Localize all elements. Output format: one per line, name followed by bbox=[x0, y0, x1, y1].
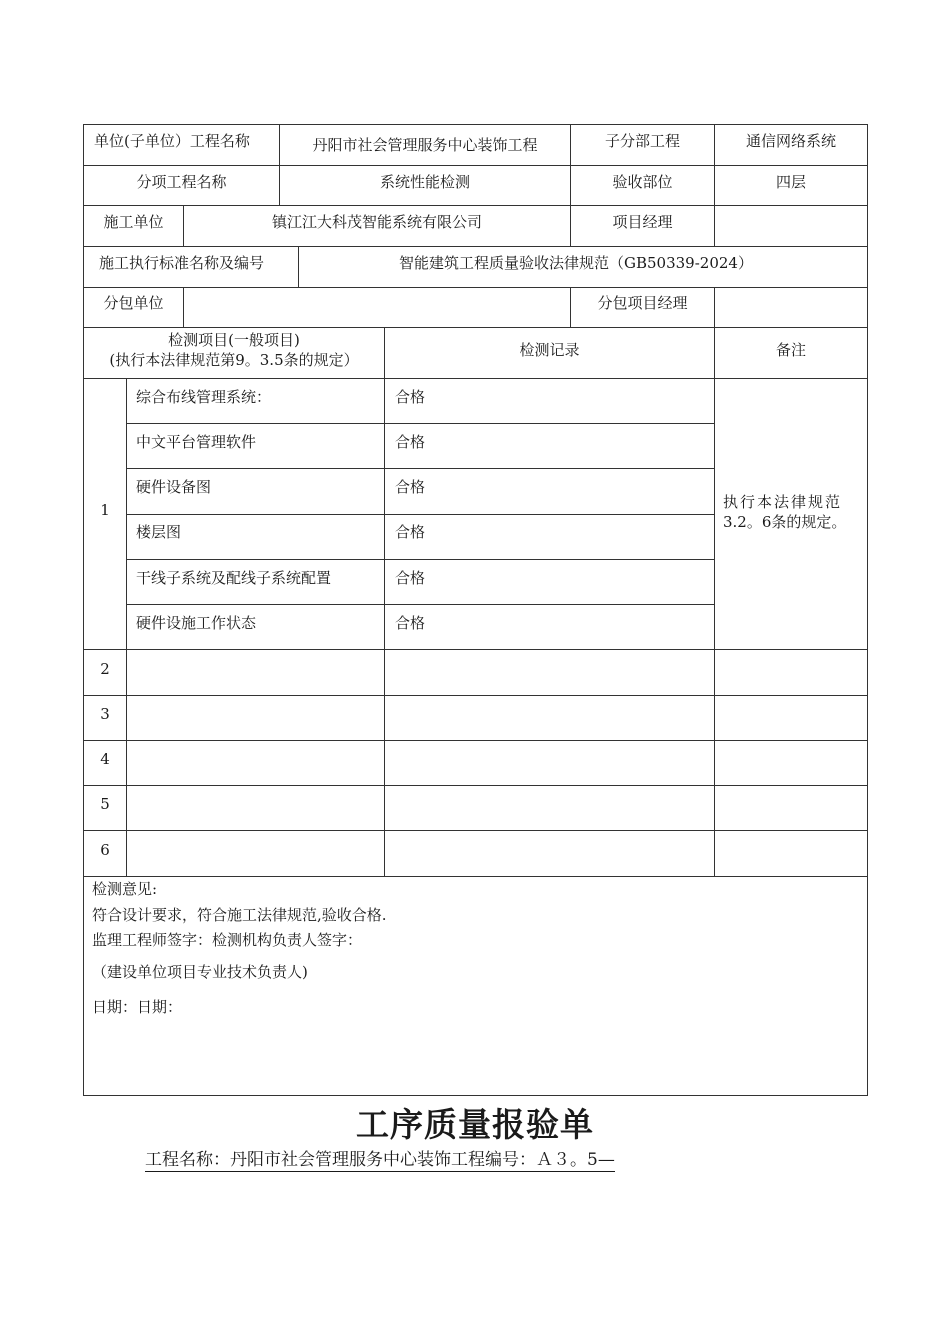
item-name-value: 系统性能检测 bbox=[379, 173, 470, 191]
row-number: 4 bbox=[100, 750, 110, 768]
sub-pm-label: 分包项目经理 bbox=[597, 294, 688, 312]
contractor-value: 镇江江大科茂智能系统有限公司 bbox=[271, 213, 482, 231]
owner-line: （建设单位项目专业技术负责人) bbox=[92, 963, 308, 981]
acceptance-part-value: 四层 bbox=[775, 173, 806, 191]
project-name-value: 丹阳市社会管理服务中心装饰工程 bbox=[312, 136, 538, 154]
opinion-text: 符合设计要求，符合施工法律规范,验收合格. bbox=[92, 906, 387, 924]
item-name: 干线子系统及配线子系统配置 bbox=[136, 569, 332, 587]
item-name: 硬件设施工作状态 bbox=[136, 614, 257, 632]
column-item-line1: 检测项目(一般项目) bbox=[168, 331, 300, 349]
opinion-label: 检测意见: bbox=[92, 880, 158, 898]
group1-remark bbox=[723, 492, 863, 533]
standard-value: 智能建筑工程质量验收法律规范（GB50339-2024） bbox=[399, 254, 753, 272]
contractor-label: 施工单位 bbox=[103, 213, 164, 231]
item-result: 合格 bbox=[395, 433, 426, 451]
project-name-label: 单位(子单位）工程名称 bbox=[94, 132, 250, 150]
row-number: 2 bbox=[100, 660, 110, 678]
item-result: 合格 bbox=[395, 388, 426, 406]
item-result: 合格 bbox=[395, 523, 426, 541]
item-name: 楼层图 bbox=[136, 523, 182, 541]
sub-division-label: 子分部工程 bbox=[604, 132, 680, 150]
dates-line: 日期：日期： bbox=[92, 998, 183, 1016]
subcontractor-label: 分包单位 bbox=[103, 294, 164, 312]
column-record-heading: 检测记录 bbox=[519, 341, 580, 359]
item-result: 合格 bbox=[395, 614, 426, 632]
signature-line: 监理工程师签字：检测机构负责人签字： bbox=[92, 931, 363, 949]
standard-label: 施工执行标准名称及编号 bbox=[99, 254, 265, 272]
item-name-label: 分项工程名称 bbox=[136, 173, 227, 191]
remark-line2: 3.2。6条的规定。 bbox=[723, 513, 847, 532]
acceptance-part-label: 验收部位 bbox=[612, 173, 673, 191]
item-name: 中文平台管理软件 bbox=[136, 433, 257, 451]
project-line: 工程名称：丹阳市社会管理服务中心装饰工程编号：Ａ３。5— bbox=[145, 1150, 615, 1172]
sub-division-value: 通信网络系统 bbox=[745, 132, 836, 150]
item-name: 硬件设备图 bbox=[136, 478, 212, 496]
column-remark-heading: 备注 bbox=[775, 341, 806, 359]
item-result: 合格 bbox=[395, 478, 426, 496]
form-title: 工序质量报验单 bbox=[356, 1105, 594, 1144]
item-name: 综合布线管理系统： bbox=[136, 388, 272, 406]
project-manager-label: 项目经理 bbox=[612, 213, 673, 231]
item-result: 合格 bbox=[395, 569, 426, 587]
row-number: 1 bbox=[100, 501, 110, 519]
column-item-line2: (执行本法律规范第9。3.5条的规定） bbox=[109, 351, 359, 370]
row-number: 3 bbox=[100, 705, 110, 723]
row-number: 6 bbox=[100, 841, 110, 859]
column-item-heading bbox=[84, 330, 384, 371]
row-number: 5 bbox=[100, 795, 110, 813]
remark-line1: 执行本法律规范 bbox=[723, 493, 843, 511]
